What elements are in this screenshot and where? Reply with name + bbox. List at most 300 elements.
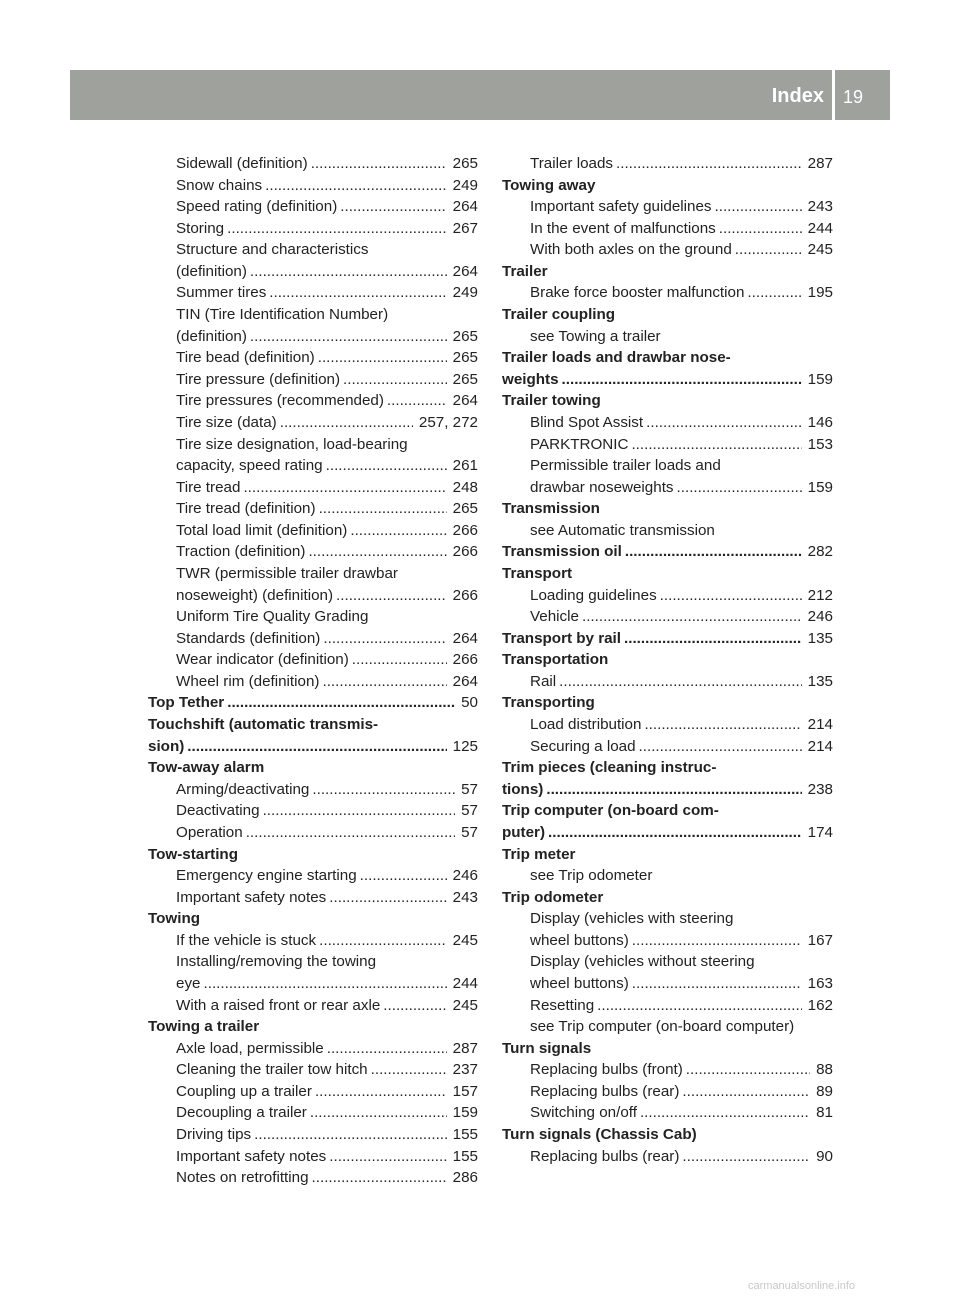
index-entry: [148, 714, 478, 736]
index-subentry: [502, 671, 833, 693]
entry-text: Tire pressure (definition): [176, 370, 341, 388]
dot-leader: [311, 153, 447, 175]
index-entry: [148, 692, 478, 714]
index-entry: [502, 175, 833, 197]
index-subentry: [148, 671, 478, 693]
watermark: carmanualsonline.info: [748, 1280, 856, 1292]
entry-text: wheel buttons): [530, 931, 629, 949]
entry-page-ref: 57: [461, 823, 478, 841]
dot-leader: [243, 477, 446, 499]
entry-text: Towing a trailer: [148, 1018, 260, 1036]
index-subentry: [148, 951, 478, 973]
entry-page-ref: 266: [452, 543, 478, 561]
entry-page-ref: 266: [452, 521, 478, 539]
index-subentry: [502, 865, 833, 887]
entry-page-ref: 265: [452, 349, 478, 367]
entry-page-ref: 88: [816, 1061, 833, 1079]
entry-text: Turn signals: [502, 1039, 592, 1057]
entry-text: puter): [502, 823, 546, 841]
dot-leader: [265, 175, 447, 197]
entry-page-ref: 245: [452, 931, 478, 949]
index-entry: [502, 779, 833, 801]
entry-text: Blind Spot Assist: [530, 413, 644, 431]
entry-page-ref: 287: [807, 155, 833, 172]
header-divider: [832, 70, 835, 120]
entry-page-ref: 214: [807, 716, 833, 734]
dot-leader: [327, 1038, 447, 1060]
index-entry: [148, 908, 478, 930]
entry-text: Securing a load: [530, 737, 636, 755]
index-subentry: [502, 995, 833, 1017]
index-entry: [148, 736, 478, 758]
index-subentry: [148, 628, 478, 650]
entry-page-ref: 244: [807, 219, 833, 237]
dot-leader: [350, 520, 446, 542]
entry-text: Cleaning the trailer tow hitch: [176, 1061, 368, 1079]
entry-text: Standards (definition): [176, 629, 321, 647]
index-subentry: [148, 800, 478, 822]
dot-leader: [319, 930, 447, 952]
index-subentry: [148, 218, 478, 240]
index-subentry: [502, 951, 833, 973]
index-entry: [148, 757, 478, 779]
entry-text: Emergency engine starting: [176, 867, 357, 885]
dot-leader: [582, 606, 802, 628]
dot-leader: [312, 779, 455, 801]
index-subentry: [148, 585, 478, 607]
index-subentry: [502, 455, 833, 477]
entry-text: Total load limit (definition): [176, 521, 348, 539]
entry-page-ref: 266: [452, 586, 478, 604]
index-subentry: [502, 477, 833, 499]
entry-text: Trailer coupling: [502, 306, 616, 324]
dot-leader: [280, 412, 413, 434]
index-subentry: [148, 1102, 478, 1124]
index-subentry: [502, 736, 833, 758]
entry-text: capacity, speed rating: [176, 457, 323, 475]
entry-text: Transportation: [502, 651, 609, 669]
entry-page-ref: 246: [807, 608, 833, 626]
dot-leader: [227, 692, 455, 714]
entry-page-ref: 265: [452, 327, 478, 345]
entry-page-ref: 159: [807, 370, 833, 388]
index-subentry: [502, 239, 833, 261]
entry-page-ref: 287: [452, 1039, 478, 1057]
entry-page-ref: 214: [807, 737, 833, 755]
entry-text: eye: [176, 974, 201, 992]
entry-page-ref: 212: [807, 586, 833, 604]
entry-text: Switching on/off: [530, 1104, 637, 1122]
entry-text: Important safety notes: [176, 1147, 327, 1165]
entry-text: Important safety guidelines: [530, 198, 712, 216]
dot-leader: [747, 282, 801, 304]
entry-text: wheel buttons): [530, 974, 629, 992]
index-entry: [502, 563, 833, 585]
entry-text: Replacing bulbs (front): [530, 1061, 683, 1079]
entry-text: In the event of malfunctions: [530, 219, 716, 237]
entry-page-ref: 261: [452, 457, 478, 475]
index-entry: [502, 541, 833, 563]
dot-leader: [387, 390, 447, 412]
index-entry: [148, 1016, 478, 1038]
dot-leader: [329, 1146, 446, 1168]
entry-text: Towing: [148, 910, 201, 928]
dot-leader: [340, 196, 446, 218]
entry-text: With a raised front or rear axle: [176, 996, 381, 1014]
entry-text: TIN (Tire Identification Number): [176, 306, 389, 324]
dot-leader: [682, 1146, 810, 1168]
entry-text: Notes on retrofitting: [176, 1169, 309, 1187]
dot-leader: [322, 671, 446, 693]
dot-leader: [616, 153, 802, 175]
entry-page-ref: 89: [816, 1082, 833, 1100]
entry-page-ref: 266: [452, 651, 478, 669]
entry-page-ref: 155: [452, 1126, 478, 1144]
entry-text: Summer tires: [176, 284, 267, 302]
entry-page-ref: 265: [452, 500, 478, 518]
dot-leader: [315, 1081, 447, 1103]
entry-text: Replacing bulbs (rear): [530, 1082, 680, 1100]
entry-page-ref: 162: [807, 996, 833, 1014]
dot-leader: [227, 218, 447, 240]
entry-text: see Trip odometer: [530, 867, 653, 885]
index-subentry: [148, 261, 478, 283]
index-entry: [502, 844, 833, 866]
index-entry: [148, 844, 478, 866]
entry-page-ref: 257, 272: [418, 413, 478, 431]
entry-page-ref: 155: [452, 1147, 478, 1165]
index-subentry: [502, 908, 833, 930]
index-subentry: [148, 434, 478, 456]
index-subentry: [502, 218, 833, 240]
entry-page-ref: 159: [452, 1104, 478, 1122]
dot-leader: [682, 1081, 810, 1103]
dot-leader: [546, 779, 801, 801]
dot-leader: [640, 1102, 810, 1124]
entry-page-ref: 195: [807, 284, 833, 302]
entry-text: Tow-away alarm: [148, 759, 265, 777]
index-subentry: [502, 1059, 833, 1081]
index-entry: [502, 1124, 833, 1146]
index-entry: [502, 261, 833, 283]
entry-page-ref: 244: [452, 974, 478, 992]
index-subentry: [502, 520, 833, 542]
dot-leader: [246, 822, 455, 844]
dot-leader: [383, 995, 446, 1017]
entry-text: Towing away: [502, 176, 596, 194]
entry-text: Transmission: [502, 500, 600, 518]
index-subentry: [148, 239, 478, 261]
dot-leader: [644, 714, 801, 736]
entry-text: Speed rating (definition): [176, 198, 338, 216]
entry-text: drawbar noseweights: [530, 478, 674, 496]
dot-leader: [204, 973, 447, 995]
index-entry: [502, 692, 833, 714]
entry-text: Tire size designation, load-bearing: [176, 435, 408, 453]
entry-text: Trailer loads and drawbar nose-: [502, 349, 731, 367]
entry-text: see Towing a trailer: [530, 327, 661, 345]
entry-page-ref: 267: [452, 219, 478, 237]
entry-page-ref: 159: [807, 478, 833, 496]
dot-leader: [559, 671, 801, 693]
dot-leader: [263, 800, 456, 822]
index-subentry: [148, 563, 478, 585]
index-subentry: [148, 822, 478, 844]
dot-leader: [250, 326, 447, 348]
entry-page-ref: 245: [807, 241, 833, 259]
index-subentry: [148, 326, 478, 348]
entry-page-ref: 265: [452, 370, 478, 388]
index-subentry: [148, 153, 478, 175]
entry-page-ref: 153: [807, 435, 833, 453]
index-subentry: [148, 369, 478, 391]
index-subentry: [148, 1167, 478, 1189]
dot-leader: [323, 628, 446, 650]
entry-text: tions): [502, 780, 544, 798]
entry-text: Transport by rail: [502, 629, 622, 647]
dot-leader: [597, 995, 801, 1017]
dot-leader: [632, 930, 802, 952]
entry-text: Rail: [530, 672, 557, 690]
index-subentry: [148, 455, 478, 477]
index-column-right: [502, 153, 833, 1167]
entry-page-ref: 264: [452, 198, 478, 216]
entry-text: Installing/removing the towing: [176, 953, 377, 971]
index-subentry: [148, 541, 478, 563]
entry-text: Sidewall (definition): [176, 155, 308, 172]
dot-leader: [719, 218, 802, 240]
entry-text: Coupling up a trailer: [176, 1082, 312, 1100]
index-subentry: [148, 606, 478, 628]
index-subentry: [502, 1016, 833, 1038]
index-entry: [502, 800, 833, 822]
dot-leader: [318, 347, 447, 369]
dot-leader: [352, 649, 447, 671]
dot-leader: [329, 887, 446, 909]
dot-leader: [360, 865, 447, 887]
dot-leader: [250, 261, 447, 283]
dot-leader: [686, 1059, 810, 1081]
index-column-left: [148, 153, 478, 1189]
entry-page-ref: 50: [461, 694, 478, 712]
dot-leader: [677, 477, 802, 499]
entry-page-ref: 157: [452, 1082, 478, 1100]
dot-leader: [646, 412, 802, 434]
entry-page-ref: 264: [452, 672, 478, 690]
index-subentry: [148, 1124, 478, 1146]
entry-text: Resetting: [530, 996, 595, 1014]
entry-text: Tire tread (definition): [176, 500, 316, 518]
dot-leader: [735, 239, 802, 261]
entry-page-ref: 286: [452, 1169, 478, 1187]
index-subentry: [502, 1081, 833, 1103]
entry-text: Transmission oil: [502, 543, 622, 561]
index-subentry: [502, 326, 833, 348]
index-subentry: [148, 930, 478, 952]
entry-text: Trip odometer: [502, 888, 604, 906]
dot-leader: [326, 455, 447, 477]
dot-leader: [715, 196, 802, 218]
entry-page-ref: 249: [452, 284, 478, 302]
dot-leader: [319, 498, 447, 520]
entry-page-ref: 167: [807, 931, 833, 949]
entry-text: Brake force booster malfunction: [530, 284, 745, 302]
index-subentry: [148, 412, 478, 434]
index-entry: [502, 347, 833, 369]
index-subentry: [148, 477, 478, 499]
entry-page-ref: 146: [807, 413, 833, 431]
entry-page-ref: 135: [807, 629, 833, 647]
dot-leader: [562, 369, 802, 391]
entry-page-ref: 125: [452, 737, 478, 755]
entry-text: (definition): [176, 262, 247, 280]
index-subentry: [148, 390, 478, 412]
dot-leader: [631, 434, 801, 456]
entry-text: Transporting: [502, 694, 595, 712]
index-subentry: [148, 1038, 478, 1060]
index-entry: [502, 887, 833, 909]
entry-text: see Trip computer (on-board computer): [530, 1018, 795, 1036]
index-subentry: [148, 304, 478, 326]
entry-text: Traction (definition): [176, 543, 306, 561]
entry-text: Display (vehicles without steering: [530, 953, 755, 971]
entry-text: Turn signals (Chassis Cab): [502, 1126, 697, 1144]
entry-text: Permissible trailer loads and: [530, 457, 721, 475]
entry-text: Top Tether: [148, 694, 225, 712]
entry-page-ref: 57: [461, 802, 478, 820]
index-subentry: [502, 153, 833, 175]
entry-text: Storing: [176, 219, 225, 237]
index-subentry: [148, 995, 478, 1017]
entry-text: weights: [502, 370, 559, 388]
entry-text: Tow-starting: [148, 845, 238, 863]
index-subentry: [148, 973, 478, 995]
entry-page-ref: 57: [461, 780, 478, 798]
index-subentry: [148, 887, 478, 909]
entry-page-ref: 248: [452, 478, 478, 496]
index-subentry: [148, 498, 478, 520]
entry-text: Trim pieces (cleaning instruc-: [502, 759, 717, 777]
entry-text: Arming/deactivating: [176, 780, 310, 798]
entry-page-ref: 163: [807, 974, 833, 992]
entry-text: If the vehicle is stuck: [176, 931, 317, 949]
entry-text: see Automatic transmission: [530, 521, 715, 539]
entry-page-ref: 246: [452, 867, 478, 885]
entry-text: Operation: [176, 823, 243, 841]
page-number: 19: [843, 87, 864, 107]
entry-text: Structure and characteristics: [176, 241, 369, 259]
index-subentry: [148, 1081, 478, 1103]
dot-leader: [625, 541, 802, 563]
dot-leader: [187, 736, 446, 758]
index-subentry: [148, 649, 478, 671]
entry-page-ref: 90: [816, 1147, 833, 1165]
index-subentry: [502, 930, 833, 952]
entry-text: Uniform Tire Quality Grading: [176, 608, 369, 626]
index-subentry: [148, 1146, 478, 1168]
dot-leader: [624, 628, 802, 650]
entry-text: Trailer towing: [502, 392, 601, 410]
entry-text: Transport: [502, 564, 573, 582]
index-subentry: [148, 865, 478, 887]
entry-text: (definition): [176, 327, 247, 345]
entry-text: Tire tread: [176, 478, 241, 496]
index-subentry: [148, 1059, 478, 1081]
index-entry: [502, 1038, 833, 1060]
index-entry: [502, 498, 833, 520]
index-subentry: [148, 347, 478, 369]
entry-text: Deactivating: [176, 802, 260, 820]
dot-leader: [254, 1124, 447, 1146]
entry-text: With both axles on the ground: [530, 241, 732, 259]
section-title: Index: [771, 85, 824, 107]
entry-text: Trailer: [502, 262, 548, 280]
entry-text: Touchshift (automatic transmis-: [148, 716, 379, 734]
index-subentry: [502, 1102, 833, 1124]
dot-leader: [336, 585, 447, 607]
dot-leader: [343, 369, 447, 391]
entry-page-ref: 249: [452, 176, 478, 194]
entry-text: Snow chains: [176, 176, 263, 194]
entry-text: Axle load, permissible: [176, 1039, 324, 1057]
entry-text: Trip computer (on-board com-: [502, 802, 719, 820]
entry-text: Display (vehicles with steering: [530, 910, 734, 928]
dot-leader: [310, 1102, 447, 1124]
index-subentry: [148, 175, 478, 197]
index-entry: [502, 390, 833, 412]
entry-text: Tire bead (definition): [176, 349, 315, 367]
entry-text: Vehicle: [530, 608, 579, 626]
index-entry: [502, 369, 833, 391]
index-subentry: [502, 412, 833, 434]
entry-page-ref: 282: [807, 543, 833, 561]
entry-text: Wear indicator (definition): [176, 651, 349, 669]
index-subentry: [502, 1146, 833, 1168]
index-entry: [502, 649, 833, 671]
index-entry: [502, 304, 833, 326]
index-subentry: [502, 585, 833, 607]
index-subentry: [502, 973, 833, 995]
entry-page-ref: 174: [807, 823, 833, 841]
entry-page-ref: 238: [807, 780, 833, 798]
index-subentry: [502, 714, 833, 736]
entry-page-ref: 81: [816, 1104, 833, 1122]
entry-text: Decoupling a trailer: [176, 1104, 307, 1122]
dot-leader: [371, 1059, 447, 1081]
dot-leader: [312, 1167, 447, 1189]
entry-text: Driving tips: [176, 1126, 252, 1144]
index-entry: [502, 628, 833, 650]
entry-page-ref: 243: [807, 198, 833, 216]
index-entry: [502, 757, 833, 779]
dot-leader: [639, 736, 802, 758]
entry-page-ref: 243: [452, 888, 478, 906]
entry-text: sion): [148, 737, 185, 755]
entry-text: Trailer loads: [530, 155, 613, 172]
entry-page-ref: 237: [452, 1061, 478, 1079]
dot-leader: [308, 541, 446, 563]
entry-page-ref: 135: [807, 672, 833, 690]
entry-page-ref: 264: [452, 629, 478, 647]
entry-page-ref: 264: [452, 262, 478, 280]
entry-page-ref: 245: [452, 996, 478, 1014]
index-subentry: [148, 196, 478, 218]
index-subentry: [502, 434, 833, 456]
dot-leader: [632, 973, 802, 995]
entry-text: Trip meter: [502, 845, 576, 863]
index-subentry: [148, 779, 478, 801]
entry-text: Wheel rim (definition): [176, 672, 320, 690]
